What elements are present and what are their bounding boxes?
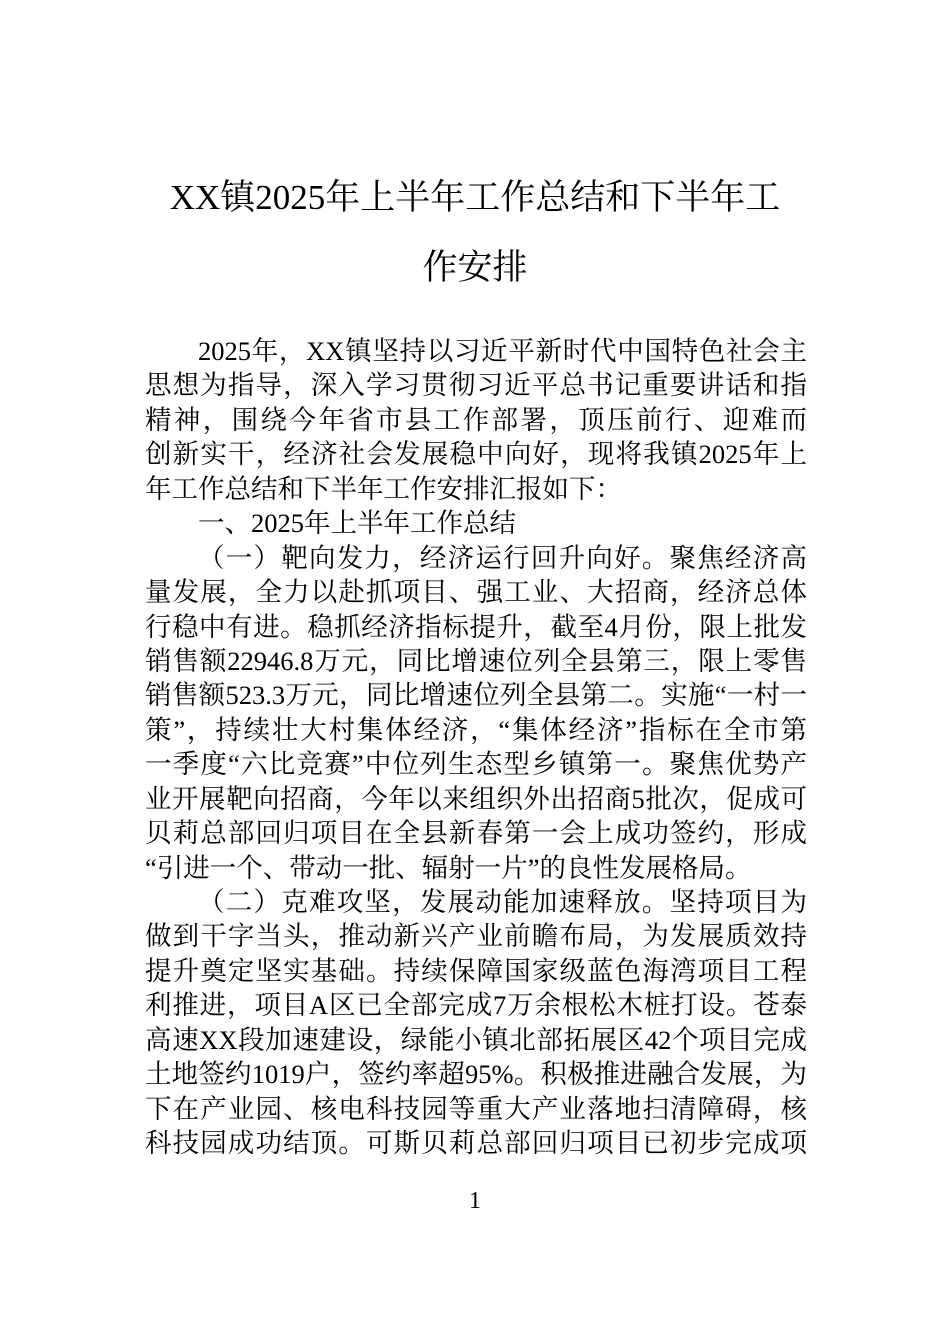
paragraph <box>145 885 807 1161</box>
text-line: 策”，持续壮大村集体经济，“集体经济”指标在全市第 <box>145 714 807 745</box>
text-line: 创新实干，经济社会发展稳中向好，现将我镇2025年上 <box>145 439 807 470</box>
text-line: 科技园成功结顶。可斯贝莉总部回归项目已初步完成项 <box>145 1128 807 1159</box>
text-line: 业开展靶向招商，今年以来组织外出招商5批次，促成可 <box>145 783 807 814</box>
text-line: （二）克难攻坚，发展动能加速释放。坚持项目为 <box>198 887 807 917</box>
document-body <box>145 334 807 1161</box>
text-line: 一、2025年上半年工作总结 <box>198 508 516 539</box>
text-line: 高速XX段加速建设，绿能小镇北部拓展区42个项目完成 <box>145 1024 807 1055</box>
text-line: 销售额523.3万元，同比增速位列全县第二。实施“一村一 <box>145 680 807 711</box>
text-line: 做到干字当头，推动新兴产业前瞻布局，为发展质效持 <box>145 921 807 952</box>
paragraph <box>145 506 807 540</box>
text-line: 提升奠定坚实基础。持续保障国家级蓝色海湾项目工程 <box>145 955 807 986</box>
text-line: 利推进，项目A区已全部完成7万余根松木桩打设。苍泰 <box>145 990 807 1021</box>
text-line: 思想为指导，深入学习贯彻习近平总书记重要讲话和指 <box>145 370 807 401</box>
text-line: 一季度“六比竞赛”中位列生态型乡镇第一。聚焦优势产 <box>145 749 807 780</box>
text-line: 年工作总结和下半年工作安排汇报如下： <box>145 473 622 504</box>
title-line: 作安排 <box>422 248 528 287</box>
page-number: 1 <box>469 1188 481 1214</box>
text-line: 销售额22946.8万元，同比增速位列全县第三，限上零售 <box>145 645 807 676</box>
text-line: 土地签约1019户，签约率超95%。积极推进融合发展，为 <box>145 1059 807 1090</box>
text-line: 贝莉总部回归项目在全县新春第一会上成功签约，形成 <box>145 818 807 849</box>
text-line: 精神，围绕今年省市县工作部署，顶压前行、迎难而 <box>145 404 807 435</box>
paragraph <box>145 334 807 506</box>
text-line: 行稳中有进。稳抓经济指标提升，截至4月份，限上批发 <box>145 611 807 642</box>
text-line: “引进一个、带动一批、辐射一片”的良性发展格局。 <box>145 852 752 883</box>
text-line: 2025年，XX镇坚持以习近平新时代中国特色社会主 <box>198 336 807 366</box>
text-line: （一）靶向发力，经济运行回升向好。聚焦经济高 <box>198 542 807 573</box>
paragraph <box>145 541 807 885</box>
text-line: 量发展，全力以赴抓项目、强工业、大招商，经济总体 <box>145 577 807 608</box>
title-line: XX镇2025年上半年工作总结和下半年工 <box>169 178 781 217</box>
text-line: 下在产业园、核电科技园等重大产业落地扫清障碍，核 <box>145 1093 807 1124</box>
document-title <box>0 163 950 303</box>
